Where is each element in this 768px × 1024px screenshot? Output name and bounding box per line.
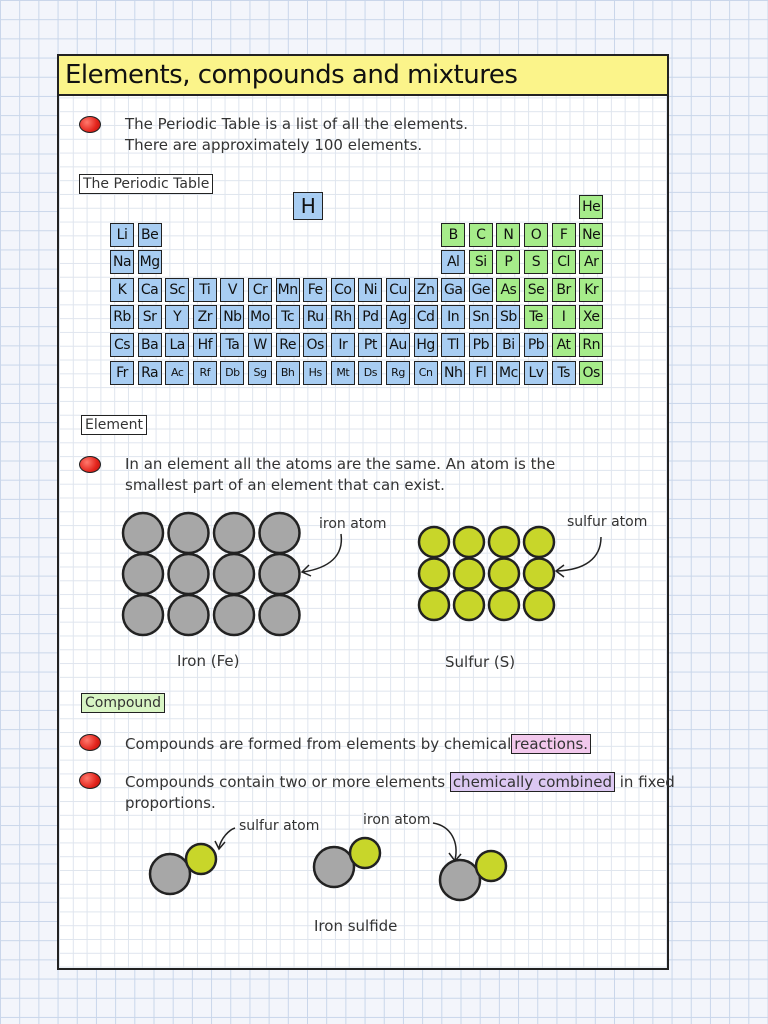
element-cell-cr: Cr <box>248 278 272 302</box>
element-cell-al: Al <box>441 250 465 274</box>
reactions-highlight: reactions. <box>511 734 591 754</box>
compound-1-iron-atom <box>150 854 190 894</box>
element-cell-ru: Ru <box>303 305 327 329</box>
page-title: Elements, compounds and mixtures <box>59 56 667 96</box>
chemically-combined-highlight: chemically combined <box>450 772 615 792</box>
intro-line-1: The Periodic Table is a list of all the elements. <box>125 115 469 133</box>
element-cell-ge: Ge <box>469 278 493 302</box>
element-cell-ac: Ac <box>165 361 189 385</box>
element-cell-be: Be <box>138 223 162 247</box>
iron-atom-annotation: iron atom <box>319 516 387 532</box>
element-cell-bh: Bh <box>276 361 300 385</box>
element-cell-lv: Lv <box>524 361 548 385</box>
element-cell-nh: Nh <box>441 361 465 385</box>
compound-1-sulfur-atom <box>186 844 216 874</box>
element-cell-s: S <box>524 250 548 274</box>
element-cell-o: O <box>524 223 548 247</box>
element-cell-zr: Zr <box>193 305 217 329</box>
element-cell-te: Te <box>524 305 548 329</box>
element-cell-ba: Ba <box>138 333 162 357</box>
compound-2-sulfur-atom <box>350 838 380 868</box>
element-cell-c: C <box>469 223 493 247</box>
element-cell-ar: Ar <box>579 250 603 274</box>
element-cell-p: P <box>496 250 520 274</box>
element-cell-pt: Pt <box>358 333 382 357</box>
element-cell-mc: Mc <box>496 361 520 385</box>
element-cell-hydrogen: H <box>293 192 323 220</box>
element-cell-au: Au <box>386 333 410 357</box>
element-cell-tc: Tc <box>276 305 300 329</box>
element-cell-ds: Ds <box>358 361 382 385</box>
element-cell-li: Li <box>110 223 134 247</box>
element-cell-rn: Rn <box>579 333 603 357</box>
element-cell-na: Na <box>110 250 134 274</box>
element-cell-fe: Fe <box>303 278 327 302</box>
element-cell-os: Os <box>579 361 603 385</box>
element-cell-sr: Sr <box>138 305 162 329</box>
element-cell-sg: Sg <box>248 361 272 385</box>
element-cell-db: Db <box>220 361 244 385</box>
element-cell-bi: Bi <box>496 333 520 357</box>
element-cell-as: As <box>496 278 520 302</box>
element-cell-at: At <box>552 333 576 357</box>
periodic-table-label: The Periodic Table <box>79 174 213 194</box>
element-cell-kr: Kr <box>579 278 603 302</box>
element-cell-fl: Fl <box>469 361 493 385</box>
worksheet-card <box>57 54 675 970</box>
compound-sulfur-annotation: sulfur atom <box>239 818 320 834</box>
element-cell-sn: Sn <box>469 305 493 329</box>
element-cell-b: B <box>441 223 465 247</box>
element-cell-pd: Pd <box>358 305 382 329</box>
iron-caption: Iron (Fe) <box>177 652 240 670</box>
element-cell-xe: Xe <box>579 305 603 329</box>
element-cell-re: Re <box>276 333 300 357</box>
iron-sulfide-caption: Iron sulfide <box>314 917 398 935</box>
element-cell-rb: Rb <box>110 305 134 329</box>
element-cell-pb: Pb <box>524 333 548 357</box>
compound-line-2-text: Compounds contain two or more elements <box>125 773 446 791</box>
intro-line-2: There are approximately 100 elements. <box>125 136 423 154</box>
element-cell-os: Os <box>303 333 327 357</box>
element-cell-pb: Pb <box>469 333 493 357</box>
element-cell-mt: Mt <box>331 361 355 385</box>
element-cell-ga: Ga <box>441 278 465 302</box>
element-cell-hg: Hg <box>414 333 438 357</box>
element-cell-ts: Ts <box>552 361 576 385</box>
element-cell-rf: Rf <box>193 361 217 385</box>
element-cell-cu: Cu <box>386 278 410 302</box>
element-cell-ra: Ra <box>138 361 162 385</box>
compound-line-3: proportions. <box>125 794 216 812</box>
sulfur-atom-annotation: sulfur atom <box>567 514 648 530</box>
element-cell-y: Y <box>165 305 189 329</box>
compound-3-iron-atom <box>440 860 480 900</box>
element-label: Element <box>81 415 147 435</box>
compound-line-2-tail: in fixed <box>619 773 675 791</box>
element-cell-mn: Mn <box>276 278 300 302</box>
element-cell-mg: Mg <box>138 250 162 274</box>
element-line-2: smallest part of an element that can exist. <box>125 476 445 494</box>
element-cell-cs: Cs <box>110 333 134 357</box>
element-cell-se: Se <box>524 278 548 302</box>
element-cell-ag: Ag <box>386 305 410 329</box>
element-cell-rg: Rg <box>386 361 410 385</box>
element-cell-i: I <box>552 305 576 329</box>
element-cell-rh: Rh <box>331 305 355 329</box>
element-cell-k: K <box>110 278 134 302</box>
element-cell-sc: Sc <box>165 278 189 302</box>
compound-iron-annotation: iron atom <box>363 812 431 828</box>
sulfur-caption: Sulfur (S) <box>445 653 516 671</box>
element-cell-he: He <box>579 195 603 219</box>
element-cell-la: La <box>165 333 189 357</box>
element-cell-sb: Sb <box>496 305 520 329</box>
element-cell-ta: Ta <box>220 333 244 357</box>
element-cell-nb: Nb <box>220 305 244 329</box>
element-cell-v: V <box>220 278 244 302</box>
element-cell-ca: Ca <box>138 278 162 302</box>
iron-sulfide-diagram <box>59 56 671 972</box>
compound-label: Compound <box>81 693 165 713</box>
element-cell-cl: Cl <box>552 250 576 274</box>
element-cell-ne: Ne <box>579 223 603 247</box>
element-cell-ir: Ir <box>331 333 355 357</box>
element-cell-cd: Cd <box>414 305 438 329</box>
element-line-1: In an element all the atoms are the same. An atom is the <box>125 455 556 473</box>
element-cell-mo: Mo <box>248 305 272 329</box>
element-cell-ni: Ni <box>358 278 382 302</box>
element-cell-zn: Zn <box>414 278 438 302</box>
compound-line-1-text: Compounds are formed from elements by chemical <box>125 735 512 753</box>
element-cell-hf: Hf <box>193 333 217 357</box>
element-cell-tl: Tl <box>441 333 465 357</box>
element-cell-ti: Ti <box>193 278 217 302</box>
element-cell-fr: Fr <box>110 361 134 385</box>
element-cell-br: Br <box>552 278 576 302</box>
compound-2-iron-atom <box>314 847 354 887</box>
compound-3-sulfur-atom <box>476 851 506 881</box>
element-cell-cn: Cn <box>414 361 438 385</box>
element-cell-f: F <box>552 223 576 247</box>
element-cell-w: W <box>248 333 272 357</box>
element-cell-n: N <box>496 223 520 247</box>
element-cell-si: Si <box>469 250 493 274</box>
element-cell-hs: Hs <box>303 361 327 385</box>
element-cell-co: Co <box>331 278 355 302</box>
element-cell-in: In <box>441 305 465 329</box>
